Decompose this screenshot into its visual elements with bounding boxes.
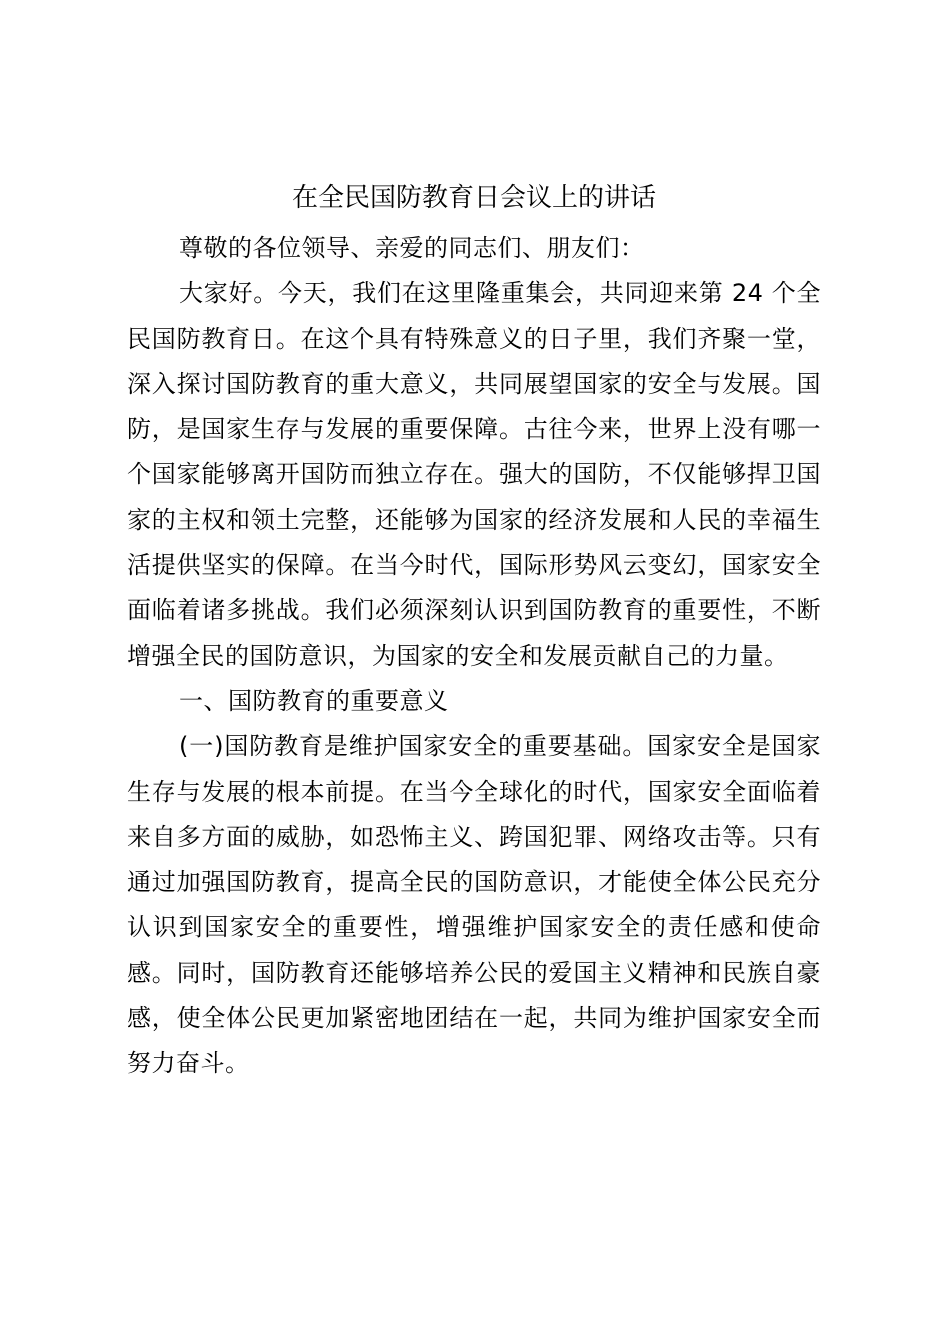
greeting-line: 尊敬的各位领导、亲爱的同志们、朋友们： xyxy=(179,234,645,262)
document-title: 在全民国防教育日会议上的讲话 xyxy=(291,183,656,213)
section-paragraph: (一)国防教育是维护国家安全的重要基础。国家安全是国家生存与发展的根本前提。在当今全球化的时代，国家安全面临着来自多方面的威胁，如恐怖主义、跨国犯罪、网络攻击等。只有通过加强国防教育，提高全民的国防意识，才能使全体公民充分认识到国家安全的重要性，增强维护国家安全的责任感和使命感。同时，国防教育还能够培养公民的爱国主义精神和民族自豪感，使全体公民更加紧密地团结在一起，共同为维护国家安全而努力奋斗。 xyxy=(127,732,821,1078)
intro-paragraph: 大家好。今天，我们在这里隆重集会，共同迎来第 24 个全民国防教育日。在这个具有特殊意义的日子里，我们齐聚一堂，深入探讨国防教育的重大意义，共同展望国家的安全与发展。国防，是国家生存与发展的重要保障。古往今来，世界上没有哪一个国家能够离开国防而独立存在。强大的国防，不仅能够捍卫国家的主权和领土完整，还能够为国家的经济发展和人民的幸福生活提供坚实的保障。在当今时代，国际形势风云变幻，国家安全面临着诸多挑战。我们必须深刻认识到国防教育的重要性，不断增强全民的国防意识，为国家的安全和发展贡献自己的力量。 xyxy=(127,279,821,670)
section-heading: 一、国防教育的重要意义 xyxy=(179,686,449,715)
document-body xyxy=(127,226,821,1087)
